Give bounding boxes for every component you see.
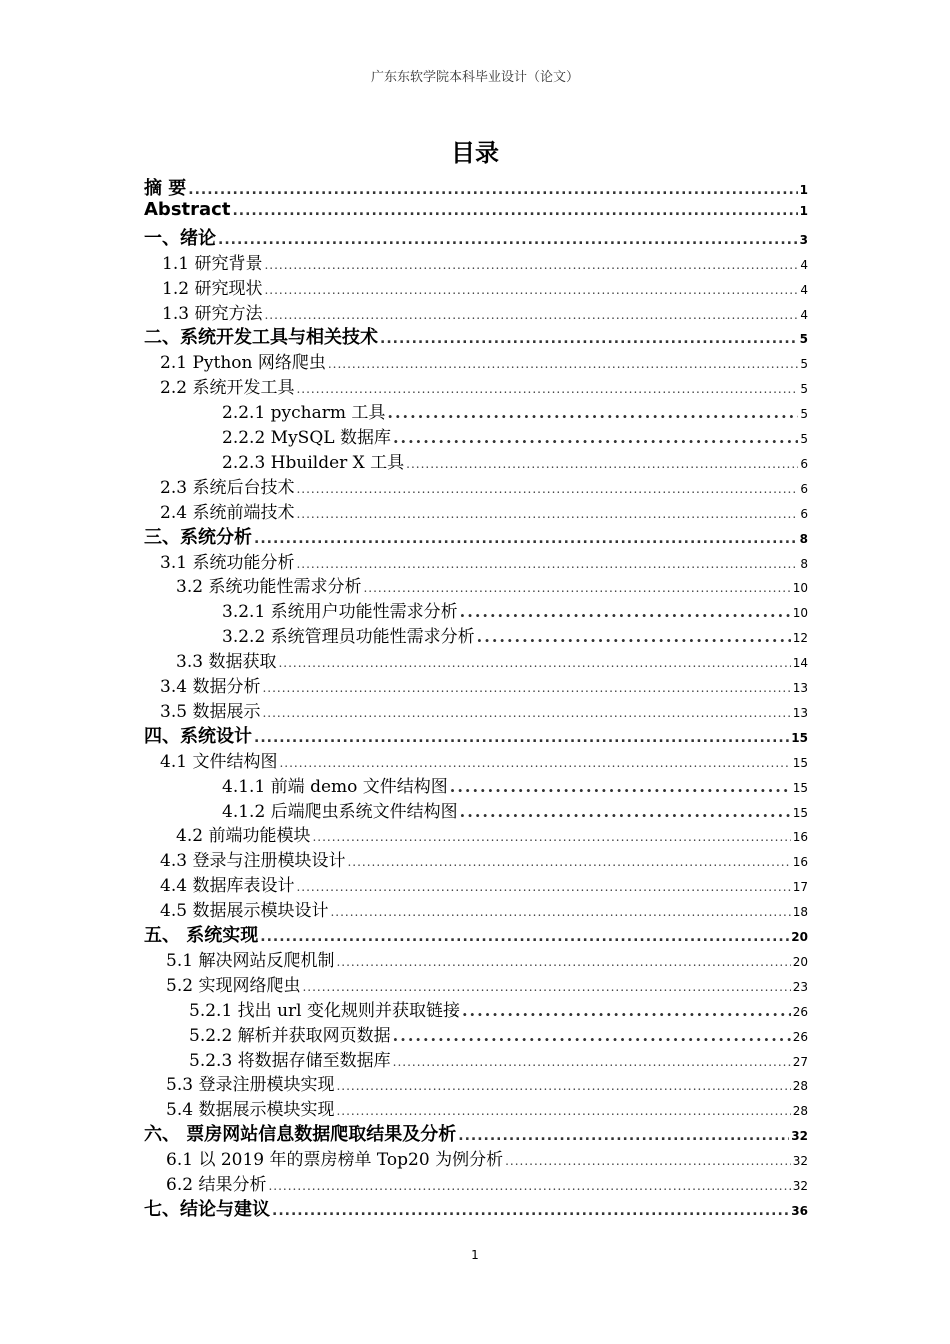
toc-entry[interactable] [189, 996, 808, 1021]
toc-entry-page: 15 [791, 730, 808, 745]
toc-entry-page: 5 [800, 407, 808, 422]
toc-entry-page: 23 [792, 979, 808, 994]
toc-entry-title: 2.2.1 pycharm 工具 [222, 403, 386, 424]
toc-dot-leader [330, 905, 790, 919]
toc-entry[interactable] [162, 249, 808, 274]
toc-dot-leader [336, 1104, 790, 1118]
toc-dot-leader [505, 1154, 791, 1168]
toc-dot-leader [264, 308, 798, 322]
toc-entry-page: 26 [792, 1029, 808, 1044]
toc-entry-page: 32 [791, 1129, 808, 1144]
toc-dot-leader [336, 1079, 790, 1093]
toc-entry[interactable] [222, 622, 808, 647]
toc-entry-page: 6 [800, 506, 808, 521]
toc-dot-leader [296, 557, 798, 571]
toc-entry-title: 七、结论与建议 [144, 1198, 270, 1220]
toc-dot-leader [406, 457, 798, 471]
toc-dot-leader [458, 1128, 789, 1144]
toc-entry-page: 18 [792, 905, 808, 920]
toc-entry-title: 6.2 结果分析 [166, 1175, 267, 1195]
toc-entry-page: 20 [792, 954, 808, 969]
toc-entry-page: 3 [799, 232, 808, 247]
toc-entry[interactable] [166, 946, 808, 971]
toc-dot-leader [336, 955, 790, 969]
toc-entry-page: 12 [792, 631, 808, 646]
toc-entry-page: 4 [800, 257, 808, 272]
toc-dot-leader [296, 507, 798, 521]
toc-entry-page: 28 [792, 1104, 808, 1119]
toc-entry[interactable] [222, 772, 808, 797]
toc-dot-leader [262, 681, 790, 695]
toc-entry[interactable] [144, 224, 808, 249]
toc-dot-leader [312, 830, 790, 844]
toc-entry[interactable] [162, 299, 808, 324]
toc-entry-title: 3.3 数据获取 [176, 652, 277, 673]
toc-entry-page: 4 [800, 282, 808, 297]
toc-entry-title: Abstract [144, 198, 231, 220]
toc-entry-page: 4 [800, 307, 808, 322]
toc-entry-page: 8 [800, 556, 808, 571]
toc-dot-leader [279, 756, 790, 770]
toc-entry[interactable] [222, 398, 808, 423]
toc-dot-leader [264, 283, 798, 297]
page-number: 1 [471, 1248, 479, 1262]
toc-entry[interactable] [222, 448, 808, 473]
toc-entry-page: 5 [800, 432, 808, 446]
toc-entry-page: 15 [792, 780, 808, 795]
toc-entry-title: 2.3 系统后台技术 [160, 477, 295, 498]
page-title: 目录 [451, 139, 499, 167]
toc-entry-title: 3.5 数据展示 [160, 701, 261, 722]
toc-dot-leader [278, 656, 790, 670]
toc-entry-title: 五、 系统实现 [144, 925, 259, 946]
toc-entry-title: 5.4 数据展示模块实现 [166, 1100, 335, 1121]
toc-entry[interactable] [176, 821, 808, 846]
toc-entry-title: 3.2.2 系统管理员功能性需求分析 [222, 627, 475, 648]
toc-entry-page: 13 [792, 681, 808, 695]
toc-entry-title: 4.4 数据库表设计 [160, 876, 295, 897]
toc-entry[interactable] [160, 498, 808, 523]
toc-entry-title: 4.1.1 前端 demo 文件结构图 [222, 776, 448, 797]
toc-entry-title: 2.2 系统开发工具 [160, 378, 295, 399]
toc-entry[interactable] [144, 1120, 808, 1145]
toc-entry[interactable] [162, 274, 808, 299]
toc-entry-title: 三、系统分析 [144, 526, 252, 548]
toc-entry[interactable] [160, 871, 808, 896]
toc-entry[interactable] [189, 1046, 808, 1071]
toc-entry-title: 1.3 研究方法 [162, 303, 263, 324]
toc-entry-page: 8 [799, 531, 808, 546]
toc-dot-leader [262, 706, 790, 720]
toc-entry-page: 1 [799, 203, 808, 218]
toc-dot-leader [387, 403, 798, 422]
toc-entry-title: 2.2.3 Hbuilder X 工具 [222, 452, 405, 473]
toc-dot-leader [260, 929, 789, 945]
toc-dot-leader [272, 1203, 789, 1219]
toc-dot-leader [218, 232, 798, 248]
toc-entry-title: 4.1.2 后端爬虫系统文件结构图 [222, 801, 458, 822]
toc-entry-page: 5 [800, 382, 808, 397]
toc-dot-leader [380, 331, 798, 347]
toc-entry[interactable] [144, 199, 808, 224]
toc-entry-title: 2.2.2 MySQL 数据库 [222, 428, 391, 448]
toc-entry-page: 27 [792, 1054, 808, 1069]
toc-dot-leader [254, 531, 798, 547]
toc-dot-leader [393, 1055, 791, 1069]
toc-dot-leader [393, 428, 798, 447]
toc-entry-title: 4.2 前端功能模块 [176, 826, 311, 847]
toc-entry-title: 1.2 研究现状 [162, 278, 263, 299]
toc-entry[interactable] [166, 1095, 808, 1120]
toc-dot-leader [393, 1026, 791, 1045]
toc-dot-leader [328, 357, 799, 371]
toc-dot-leader [296, 482, 798, 496]
toc-dot-leader [477, 627, 791, 646]
toc-entry[interactable] [144, 323, 808, 348]
toc-entry-page: 5 [800, 357, 808, 372]
toc-dot-leader [347, 855, 790, 869]
toc-entry-title: 3.2.1 系统用户功能性需求分析 [222, 602, 458, 623]
toc-entry[interactable] [166, 1170, 808, 1195]
toc-entry-title: 2.4 系统前端技术 [160, 502, 295, 523]
toc-entry-title: 6.1 以 2019 年的票房榜单 Top20 为例分析 [166, 1150, 504, 1171]
toc-entry[interactable] [160, 846, 808, 871]
running-header: 广东东软学院本科毕业设计（论文） [370, 70, 579, 85]
toc-entry-title: 3.2 系统功能性需求分析 [176, 577, 362, 598]
toc-dot-leader [302, 980, 790, 994]
toc-entry-page: 28 [792, 1079, 808, 1094]
toc-entry-title: 5.2 实现网络爬虫 [166, 975, 301, 996]
toc-entry-page: 32 [792, 1179, 808, 1193]
toc-entry-title: 二、系统开发工具与相关技术 [144, 327, 378, 349]
toc-entry-title: 4.3 登录与注册模块设计 [160, 851, 346, 872]
toc-entry-title: 3.4 数据分析 [160, 677, 261, 697]
toc-entry-title: 5.2.2 解析并获取网页数据 [189, 1025, 391, 1046]
toc-entry-page: 10 [792, 581, 808, 596]
toc-entry-title: 5.3 登录注册模块实现 [166, 1075, 335, 1096]
toc-dot-leader [232, 203, 797, 219]
toc-entry-page: 10 [792, 606, 808, 621]
toc-entry-title: 5.2.3 将数据存储至数据库 [189, 1050, 391, 1071]
toc-entry-page: 6 [800, 456, 808, 471]
toc-entry[interactable] [144, 722, 808, 747]
toc-entry-page: 15 [792, 805, 808, 820]
toc-dot-leader [450, 777, 791, 796]
toc-entry-title: 5.1 解决网站反爬机制 [166, 950, 335, 971]
toc-entry[interactable] [160, 697, 808, 722]
toc-entry-page: 20 [791, 930, 808, 944]
toc-dot-leader [460, 602, 791, 621]
toc-entry[interactable] [144, 174, 808, 199]
toc-entry-page: 16 [792, 855, 808, 870]
toc-entry-title: 4.1 文件结构图 [160, 751, 278, 772]
toc-entry[interactable] [222, 423, 808, 448]
toc-entry-title: 六、 票房网站信息数据爬取结果及分析 [144, 1124, 457, 1146]
toc-entry-title: 摘 要 [144, 178, 187, 199]
toc-entry-page: 14 [792, 656, 808, 671]
toc-entry-title: 5.2.1 找出 url 变化规则并获取链接 [189, 1000, 460, 1021]
toc-entry[interactable] [144, 921, 808, 946]
toc-entry[interactable] [176, 572, 808, 597]
toc-dot-leader [188, 182, 797, 198]
toc-dot-leader [254, 730, 789, 746]
toc-dot-leader [268, 1179, 790, 1193]
toc-dot-leader [264, 258, 798, 272]
toc-entry-title: 3.1 系统功能分析 [160, 552, 295, 573]
toc-entry[interactable] [160, 896, 808, 921]
toc-entry-page: 6 [800, 481, 808, 496]
toc-entry-page: 32 [792, 1154, 808, 1169]
toc-entry[interactable] [166, 971, 808, 996]
toc-entry-page: 16 [792, 830, 808, 845]
toc-entry[interactable] [222, 797, 808, 822]
toc-dot-leader [363, 581, 790, 595]
toc-entry-title: 4.5 数据展示模块设计 [160, 901, 329, 922]
toc-dot-leader [296, 382, 798, 396]
toc-entry[interactable] [160, 747, 808, 772]
toc-entry[interactable] [189, 1021, 808, 1046]
toc-entry-page: 26 [792, 1004, 808, 1019]
toc-entry-title: 2.1 Python 网络爬虫 [160, 353, 326, 374]
toc-entry[interactable] [166, 1145, 808, 1170]
toc-entry-title: 1.1 研究背景 [162, 253, 263, 274]
toc-entry[interactable] [176, 647, 808, 672]
toc-entry-title: 一、绪论 [144, 227, 216, 249]
toc-entry[interactable] [166, 1070, 808, 1095]
toc-dot-leader [462, 1001, 791, 1020]
toc-entry-page: 1 [799, 183, 808, 197]
toc-entry[interactable] [160, 373, 808, 398]
toc-entry-page: 17 [792, 880, 808, 895]
toc-entry-page: 15 [792, 755, 808, 770]
toc-entry[interactable] [222, 597, 808, 622]
toc-entry-title: 四、系统设计 [144, 725, 252, 747]
toc-entry[interactable] [160, 348, 808, 373]
toc-entry[interactable] [144, 523, 808, 548]
toc-entry-page: 5 [799, 332, 808, 347]
toc-entry[interactable] [160, 672, 808, 697]
toc-entry[interactable] [160, 473, 808, 498]
toc-dot-leader [460, 802, 791, 821]
toc-entry-page: 13 [792, 705, 808, 720]
toc-entry-page: 36 [791, 1203, 808, 1218]
toc-entry[interactable] [160, 548, 808, 573]
toc-dot-leader [296, 880, 790, 894]
toc-entry[interactable] [144, 1195, 808, 1220]
